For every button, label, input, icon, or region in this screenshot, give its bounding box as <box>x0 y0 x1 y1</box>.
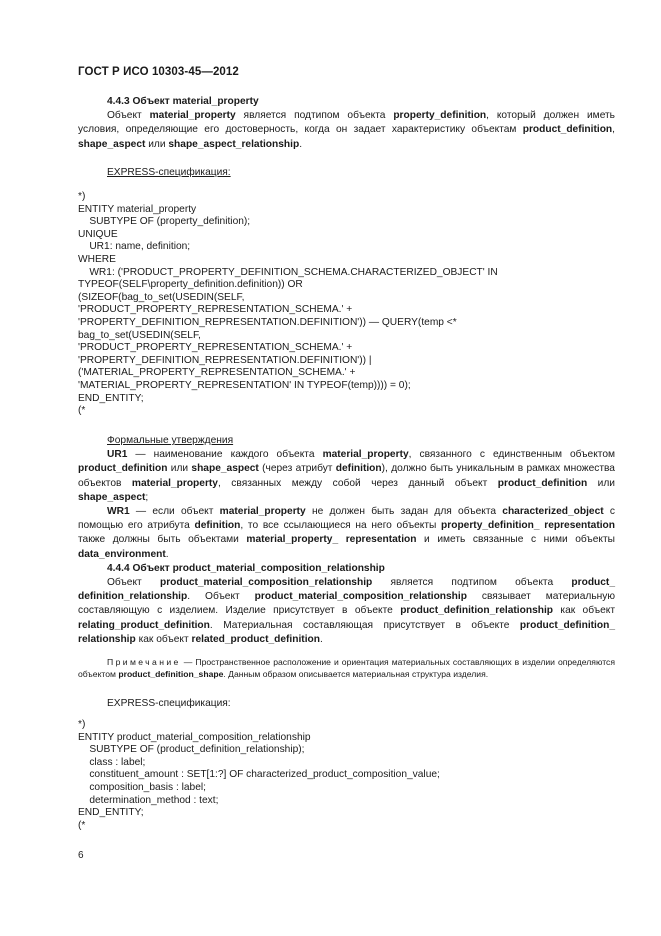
wr1-rule: WR1 — если объект material_property не должен быть задан для объекта characterized_object с помощью его атрибута definition, то все ссылающиеся на него объекты property_definition_ representation также должны быть объектами material_property_ representation и иметь связанные с ними объекты data_environment. <box>78 506 615 560</box>
code-line: bag_to_set(USEDIN(SELF, <box>78 329 201 341</box>
code-line: 'PROPERTY_DEFINITION_REPRESENTATION.DEFINITION')) — QUERY(temp <* <box>78 316 457 328</box>
code-line: SUBTYPE OF (product_definition_relationship); <box>78 744 305 756</box>
section-heading: 4.4.4 Объект product_material_composition_relationship <box>107 562 385 574</box>
code-line: WHERE <box>78 253 116 265</box>
page-number: 6 <box>78 850 84 861</box>
code-line: TYPEOF(SELF\property_definition.definition)) OR <box>78 279 303 291</box>
code-lines <box>78 719 615 832</box>
section-heading: 4.4.3 Объект material_property <box>107 96 259 107</box>
code-line: ENTITY product_material_composition_relationship <box>78 731 311 743</box>
note-block <box>78 656 615 680</box>
express-label <box>78 166 615 180</box>
note-label: Примечание <box>107 657 181 667</box>
code-line: 'MATERIAL_PROPERTY_REPRESENTATION' IN TYPEOF(temp)))) = 0); <box>78 379 411 391</box>
section-4-4-3 <box>78 95 615 152</box>
section-4-4-4-paragraph: Объект product_material_composition_relationship является подтипом объекта product_ definition_relationship. Объект product_material_composition_relationship связывает материальную составляющую с изделием. Изделие присутствует в объекте product_definition_relationship как объект relating_product_definition. Материальная составляющая присутствует в объекте product_definition_ relationship как объект related_product_definition. <box>78 577 615 645</box>
code-line: (* <box>78 405 86 417</box>
formal-statements <box>78 434 615 647</box>
code-line: 'PRODUCT_PROPERTY_REPRESENTATION_SCHEMA.' + <box>78 304 353 316</box>
code-line: class : label; <box>78 756 146 768</box>
ur1-rule: UR1 — наименование каждого объекта material_property, связанного с единственным объектом product_definition или shape_aspect (через атрибут definition), должно быть уникальным в рамках множества объектов material_property, связанных между собой через данный объект product_definition или shape_aspect; <box>78 449 615 503</box>
code-line: END_ENTITY; <box>78 807 144 819</box>
code-line: composition_basis : label; <box>78 781 206 793</box>
code-line: (* <box>78 819 86 831</box>
code-line: ENTITY material_property <box>78 203 197 215</box>
intro-paragraph: Объект material_property является подтипом объекта property_definition, который должен иметь условия, определяющие его достоверность, когда он задает характеристику объектам product_definition, shape_aspect или shape_aspect_relationship. <box>78 110 615 150</box>
express-label <box>78 697 615 711</box>
code-line: determination_method : text; <box>78 794 219 806</box>
code-line: WR1: ('PRODUCT_PROPERTY_DEFINITION_SCHEMA.CHARACTERIZED_OBJECT' IN <box>78 266 498 278</box>
code-line: UNIQUE <box>78 228 118 240</box>
code-line: constituent_amount : SET[1:?] OF characterized_product_composition_value; <box>78 769 440 781</box>
express-code-block <box>78 719 615 832</box>
code-line: SUBTYPE OF (property_definition); <box>78 216 251 228</box>
document-header: ГОСТ Р ИСО 10303-45—2012 <box>78 66 239 78</box>
note-text: Примечание — Пространственное расположение и ориентация материальных составляющих в изделии определяются объектом product_definition_shape. Данным образом описывается материальная структура изделия. <box>78 657 615 680</box>
code-line: UR1: name, definition; <box>78 241 191 253</box>
express-spec-label: EXPRESS-спецификация: <box>107 698 231 709</box>
code-line: *) <box>78 191 86 202</box>
code-line: ('MATERIAL_PROPERTY_REPRESENTATION_SCHEMA.' + <box>78 367 356 379</box>
express-spec-label: EXPRESS-спецификация: <box>107 167 231 178</box>
code-line: END_ENTITY; <box>78 392 144 404</box>
code-line: *) <box>78 719 86 730</box>
formal-statements-label: Формальные утверждения <box>107 435 234 446</box>
code-line: 'PRODUCT_PROPERTY_REPRESENTATION_SCHEMA.' + <box>78 342 353 354</box>
code-line: 'PROPERTY_DEFINITION_REPRESENTATION.DEFINITION')) | <box>78 354 372 366</box>
express-code-block <box>78 191 615 418</box>
code-line: (SIZEOF(bag_to_set(USEDIN(SELF, <box>78 291 245 303</box>
code-lines <box>78 191 615 418</box>
